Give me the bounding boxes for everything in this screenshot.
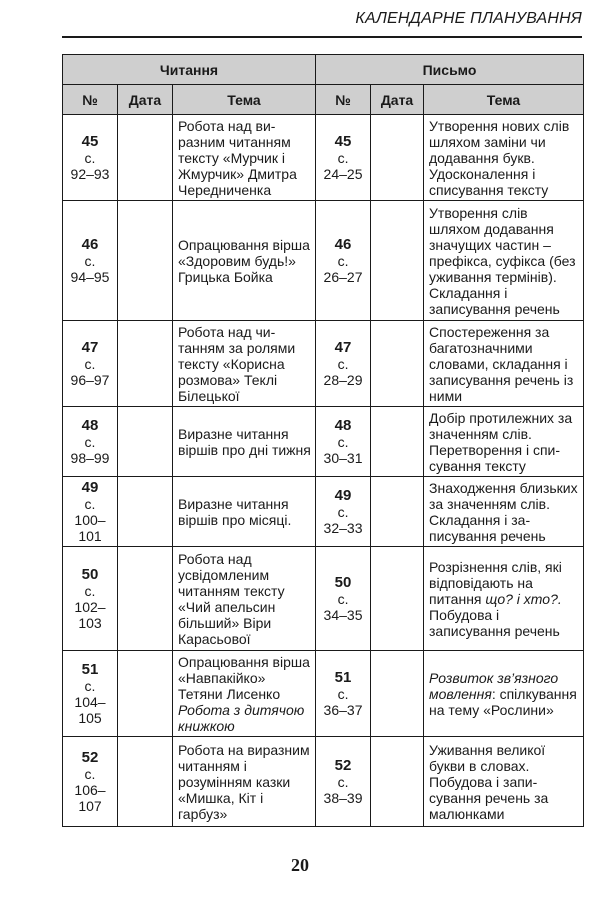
lesson-number: 49 (81, 478, 99, 496)
writing-date-cell (371, 201, 424, 321)
writing-topic-cell (424, 651, 584, 737)
reading-lesson-cell (63, 115, 118, 201)
writing-topic-header: Тема (424, 85, 584, 115)
writing-lesson-cell (316, 321, 371, 407)
reading-group-header: Читання (63, 55, 316, 85)
page-range: 38–39 (323, 789, 363, 806)
table-row (63, 201, 584, 321)
writing-topic-cell: Утворення нових слів шляхом заміни чи додавання букв. Удосконалення і списування тексту (424, 115, 584, 201)
table-row (63, 321, 584, 407)
table-row (63, 407, 584, 477)
reading-topic-cell (173, 651, 316, 737)
reading-topic-cell: Робота на виразним читанням і розумінням казки «Мишка, Кіт і гарбуз» (173, 737, 316, 827)
page-label: с. (84, 582, 96, 599)
topic-text-end: : спілкування на тему «Рослини» (429, 685, 577, 718)
reading-date-cell (118, 477, 173, 547)
topic-italic-text: що? і хто?. (485, 590, 562, 607)
lesson-number: 48 (334, 416, 352, 434)
writing-date-header: Дата (371, 85, 424, 115)
lesson-number: 50 (81, 565, 99, 583)
writing-date-cell (371, 407, 424, 477)
topic-text: Розрізнення слів, які відповідають на питання (429, 558, 562, 607)
page-label: с. (337, 773, 349, 790)
reading-topic-cell: Опрацювання вірша «Здоровим будь!» Грицька Бойка (173, 201, 316, 321)
topic-text: Опрацювання вірша «Навпакійко» Тетяни Лисенко (178, 653, 310, 702)
writing-lesson-cell (316, 201, 371, 321)
reading-date-cell (118, 321, 173, 407)
page-number: 20 (291, 855, 309, 875)
writing-topic-cell: Утворення слів шляхом додавання значущих частин – префікса, суфікса (без уживання термінів). Складання і записування речень (424, 201, 584, 321)
page-label: с. (337, 685, 349, 702)
page-label: с. (337, 503, 349, 520)
lesson-number: 45 (81, 132, 99, 150)
lesson-number: 46 (334, 235, 352, 253)
page-label: с. (84, 149, 96, 166)
page-label: с. (84, 433, 96, 450)
page-range: 92–93 (70, 165, 110, 182)
writing-lesson-cell (316, 115, 371, 201)
writing-lesson-cell (316, 737, 371, 827)
reading-lesson-cell (63, 477, 118, 547)
reading-lesson-cell (63, 321, 118, 407)
page-range: 104– (74, 693, 106, 710)
page-range-end: 107 (78, 797, 102, 814)
writing-topic-cell: Добір протилежних за значенням слів. Перетворення і списування тексту (424, 407, 584, 477)
page-range: 100– (74, 511, 106, 528)
topic-italic-text: Робота з дитячою книжкою (178, 701, 305, 734)
reading-date-cell (118, 737, 173, 827)
lesson-number: 52 (334, 756, 352, 774)
writing-lesson-cell (316, 547, 371, 651)
writing-lesson-cell (316, 651, 371, 737)
planning-table (62, 54, 584, 827)
page-range: 106– (74, 781, 106, 798)
writing-date-cell (371, 477, 424, 547)
page-label: с. (337, 149, 349, 166)
lesson-number: 51 (81, 660, 99, 678)
lesson-number: 48 (81, 416, 99, 434)
reading-date-cell (118, 115, 173, 201)
writing-date-cell (371, 115, 424, 201)
reading-topic-cell: Робота над усвідомленим читанням тексту «Чий апельсин більший» Віри Карасьової (173, 547, 316, 651)
writing-topic-cell (424, 547, 584, 651)
writing-date-cell (371, 321, 424, 407)
reading-date-cell (118, 651, 173, 737)
reading-topic-cell: Робота над виразним читанням тексту «Мурчик і Жмурчик» Дмитра Чередниченка (173, 115, 316, 201)
reading-topic-header: Тема (173, 85, 316, 115)
writing-topic-cell: Спостереження за багатозначними словами, складання і записування речень із ними (424, 321, 584, 407)
reading-lesson-cell (63, 737, 118, 827)
page-range: 36–37 (323, 701, 363, 718)
lesson-number: 46 (81, 235, 99, 253)
page-range-end: 103 (78, 614, 102, 631)
page-range: 102– (74, 598, 106, 615)
page-range: 32–33 (323, 519, 363, 536)
lesson-number: 47 (81, 338, 99, 356)
table-row (63, 547, 584, 651)
writing-lesson-cell (316, 407, 371, 477)
reading-lesson-cell (63, 547, 118, 651)
page-label: с. (84, 495, 96, 512)
reading-lesson-cell (63, 201, 118, 321)
page-label: с. (337, 355, 349, 372)
writing-date-cell (371, 547, 424, 651)
header-rule (62, 36, 582, 38)
reading-date-header: Дата (118, 85, 173, 115)
lesson-number: 50 (334, 573, 352, 591)
page-range: 30–31 (323, 449, 363, 466)
reading-num-header: № (63, 85, 118, 115)
lesson-number: 52 (81, 748, 99, 766)
reading-lesson-cell (63, 651, 118, 737)
writing-group-header: Письмо (316, 55, 584, 85)
table-row (63, 477, 584, 547)
page-range-end: 101 (78, 527, 102, 544)
topic-text-end: Побудова і записування речень (429, 606, 560, 639)
writing-num-header: № (316, 85, 371, 115)
reading-topic-cell: Робота над читанням за ролями тексту «Корисна розмова» Теклі Білецької (173, 321, 316, 407)
lesson-number: 49 (334, 486, 352, 504)
page-label: с. (337, 590, 349, 607)
writing-date-cell (371, 651, 424, 737)
running-title: КАЛЕНДАРНЕ ПЛАНУВАННЯ (355, 10, 582, 27)
table-row (63, 737, 584, 827)
page-range: 28–29 (323, 371, 363, 388)
page-range: 24–25 (323, 165, 363, 182)
page-range: 34–35 (323, 606, 363, 623)
page-label: с. (84, 355, 96, 372)
writing-topic-cell: Уживання великої букви в словах. Побудова і записування речень за малюнками (424, 737, 584, 827)
topic-italic-text: Розвиток зв’язного мовлення (429, 669, 559, 702)
page-range: 98–99 (70, 449, 110, 466)
page-label: с. (337, 252, 349, 269)
writing-date-cell (371, 737, 424, 827)
writing-topic-cell: Знаходження близьких за значенням слів. Складання і записування речень (424, 477, 584, 547)
reading-date-cell (118, 547, 173, 651)
writing-lesson-cell (316, 477, 371, 547)
lesson-number: 45 (334, 132, 352, 150)
page-label: с. (84, 677, 96, 694)
page-range-end: 105 (78, 709, 102, 726)
page-label: с. (337, 433, 349, 450)
table-row (63, 115, 584, 201)
page-range: 94–95 (70, 268, 110, 285)
table-row (63, 651, 584, 737)
page-label: с. (84, 252, 96, 269)
page-label: с. (84, 765, 96, 782)
reading-date-cell (118, 407, 173, 477)
reading-topic-cell: Виразне читання віршів про місяці. (173, 477, 316, 547)
reading-date-cell (118, 201, 173, 321)
lesson-number: 51 (334, 668, 352, 686)
lesson-number: 47 (334, 338, 352, 356)
reading-topic-cell: Виразне читання віршів про дні тижня (173, 407, 316, 477)
reading-lesson-cell (63, 407, 118, 477)
page-range: 96–97 (70, 371, 110, 388)
page-range: 26–27 (323, 268, 363, 285)
